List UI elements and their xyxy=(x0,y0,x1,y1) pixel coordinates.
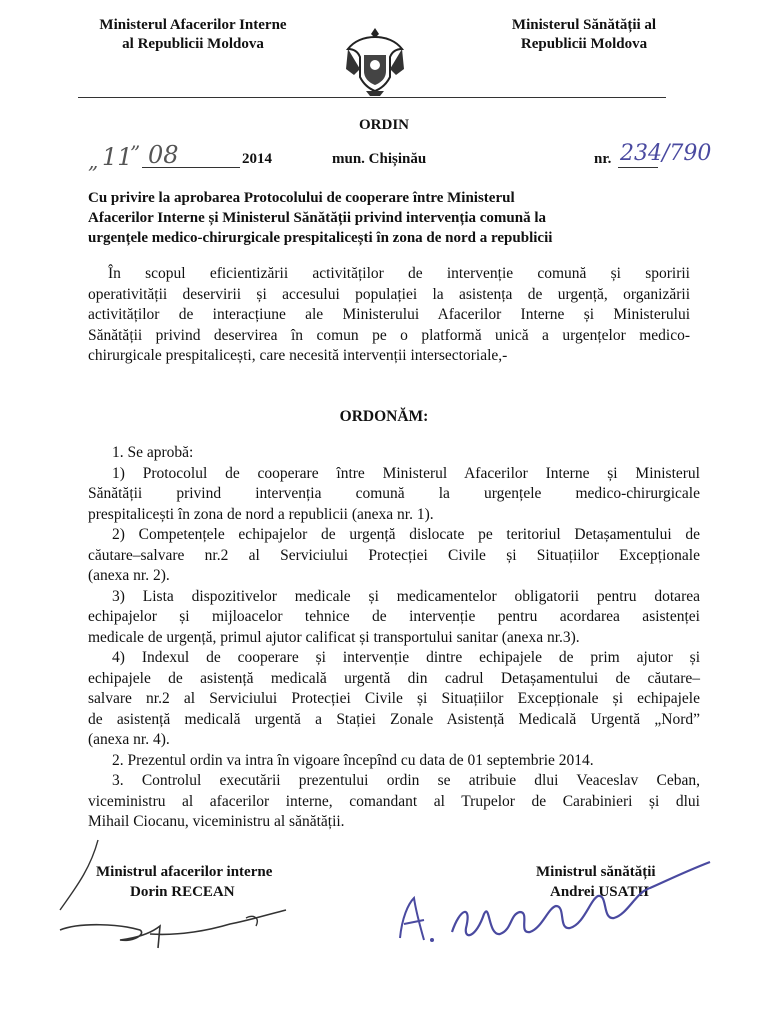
item-line: căutare–salvare nr.2 al Serviciului Protecției Civile și Situațiilor Excepționale xyxy=(88,546,700,564)
preamble-line: În scopul eficientizării activităților de intervenție comună și sporirii xyxy=(108,265,690,282)
item-line: echipajele de asistență medicală urgentă din cadrul Detașamentului de căutare– xyxy=(88,669,700,687)
ordonam-heading: ORDONĂM: xyxy=(339,408,429,425)
date-quote-open: „ xyxy=(88,149,99,173)
preamble-line: activităților de interacțiune ale Ministerului Afacerilor Interne și Ministerului xyxy=(88,306,690,323)
preamble-line: Sănătății privind deservirea în comun pe o platformă unică a urgențelor medico- xyxy=(88,326,690,344)
signature-left-title: Ministrul afacerilor interne xyxy=(96,864,273,880)
preamble-line: operativității deservirii și accesului populației la asistența de urgență, organizării xyxy=(88,285,690,303)
handwritten-signature-right xyxy=(380,848,720,958)
order-title xyxy=(88,188,688,248)
preamble-line: chirurgicale prespitalicești, care necesită intervenții intersectoriale,- xyxy=(88,347,508,364)
item-line: 4) Indexul de cooperare și intervenție dintre echipajele de prim ajutor și xyxy=(112,649,700,666)
issuer-right-line2: Republicii Moldova xyxy=(520,36,648,52)
item-line: viceministru al afacerilor interne, comandant al Trupelor de Carabinieri și dlui xyxy=(88,792,700,810)
issuer-left-line2: al Republicii Moldova xyxy=(122,36,264,52)
number-value: 234/790 xyxy=(620,141,712,166)
item-line: (anexa nr. 4). xyxy=(88,731,170,748)
preamble xyxy=(88,264,690,367)
date-underline xyxy=(142,167,240,168)
title-line: Afacerilor Interne și Ministerul Sănătății privind intervenția comună la xyxy=(88,210,547,226)
item-line: prespitalicești în zona de nord a republicii (anexa nr. 1). xyxy=(88,505,434,523)
item-line: 2) Competențele echipajelor de urgență dislocate pe teritoriul Detașamentului de xyxy=(112,526,700,543)
item-line: (anexa nr. 2). xyxy=(88,567,170,584)
item-line: 3. Controlul executării prezentului ordin se atribuie dlui Veaceslav Ceban, xyxy=(112,772,700,789)
date-day: 11 xyxy=(102,143,133,171)
item-line: echipajelor și mijloacelor tehnice de intervenție pentru acordarea asistenței xyxy=(88,608,700,625)
signature-right-title: Ministrul sănătății xyxy=(536,864,656,880)
item-line: 3) Lista dispozitivelor medicale și medicamentelor obligatorii pentru dotarea xyxy=(112,587,700,605)
signature-right-name: Andrei USATII xyxy=(550,884,650,900)
date-line xyxy=(88,141,712,173)
item-line: medicale de urgență, primul ajutor calificat și transportului sanitar (anexa nr.3). xyxy=(88,628,580,646)
date-month: 08 xyxy=(148,141,179,169)
order-items xyxy=(88,443,700,833)
title-line: urgențele medico-chirurgicale prespitalicești în zona de nord a republicii xyxy=(88,230,553,246)
document-type: ORDIN xyxy=(358,117,409,133)
title-line: Cu privire la aprobarea Protocolului de cooperare între Ministerul xyxy=(88,190,515,206)
item-line: Mihail Ciocanu, viceministru al sănătății. xyxy=(88,813,345,830)
signature-left-name: Dorin RECEAN xyxy=(130,884,235,900)
issuer-left-line1: Ministerul Afacerilor Interne xyxy=(99,17,287,33)
item-line: Sănătății privind intervenția comună la urgențele medico-chirurgicale xyxy=(88,485,700,502)
item-line: salvare nr.2 al Serviciului Protecției Civile și Situațiilor Excepționale și echipajele xyxy=(88,690,700,707)
header-divider xyxy=(78,97,666,98)
item-line: 1) Protocolul de cooperare între Ministerul Afacerilor Interne și Ministerul xyxy=(112,464,700,482)
number-label: nr. xyxy=(594,151,612,167)
issuer-right-line1: Ministerul Sănătății al xyxy=(511,17,657,33)
place: mun. Chișinău xyxy=(332,151,427,167)
coat-of-arms-icon xyxy=(344,25,406,97)
issuer-left xyxy=(78,16,308,54)
issuer-right xyxy=(476,16,692,54)
item-line: 2. Prezentul ordin va intra în vigoare începînd cu data de 01 septembrie 2014. xyxy=(112,751,594,769)
number-underline xyxy=(618,167,658,168)
date-year: 2014 xyxy=(242,151,272,167)
item-line: de asistență medicală urgentă a Stației Zonale Asistență Medicală Urgentă „Nord” xyxy=(88,710,700,728)
date-quote-close: ” xyxy=(130,141,141,165)
handwritten-signature-left xyxy=(50,830,310,960)
item-line: 1. Se aprobă: xyxy=(112,444,194,461)
